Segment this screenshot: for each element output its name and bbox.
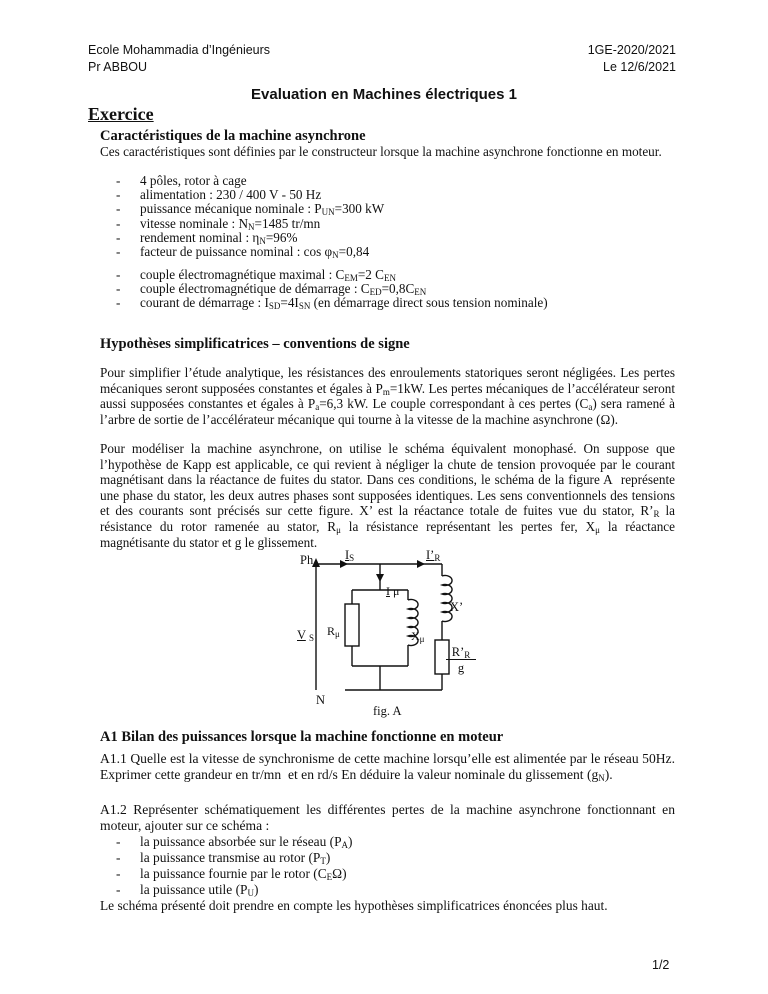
list-item: - vitesse nominale : $N_N=1485$ tr/mn (116, 215, 321, 232)
list-item: - la puissance utile $(P_U)$ (116, 882, 259, 898)
header-left (88, 42, 270, 76)
header-right (588, 42, 676, 76)
a1-heading: A1 Bilan des puissances lorsque la machine fonctionne en moteur (100, 729, 504, 745)
hypotheses-paragraph-2: Pour modéliser la machine asynchrone, on utilise le schéma équivalent monophasé. On suppose que l’hypothèse de Kapp est applicable, ce qui revient à négliger la chute de tension provoquée par le courant magnétisant dans la réactance de fuites du stator. Dans ces conditions, le schéma de la figure A représente une phase du stator, les deux autres phases sont supposées identiques. Les sens conventionnels des tensions et des courants sont précisés sur cette figure. X’ est la réactance totale de fuites vue du stator, $R’_R$ la résistance du rotor ramenée au stator, $R_\mu$ la résistance représentant les pertes fer, $X_\mu$ la réactance magnétisante du stator et g le glissement. (100, 441, 675, 550)
label-vs: V $_S$ (297, 628, 314, 643)
label-xprime: X’ (450, 600, 464, 614)
figure-caption: fig. A (373, 704, 402, 718)
list-item: - la puissance transmise au rotor $(P_T)$ (116, 850, 331, 866)
label-n: N (316, 693, 326, 707)
page-number: 1/2 (652, 958, 670, 972)
list-item: - la puissance fournie par le rotor $(C_E\Omega)$ (116, 866, 347, 882)
list-item: - puissance mécanique nominale : $P_{UN}=300$ kW (116, 201, 385, 218)
label-ph: Ph (300, 553, 314, 567)
hypotheses-paragraph-1: Pour simplifier l’étude analytique, les résistances des enroulements statoriques seront négligées. Les pertes mécaniques seront supposées constantes et égales à $P_m=1kW$. Les pertes mécaniques de l’accélérateur seront aussi supposées constantes et égales à $P_a=6,3$ kW. Le couple correspondant à ces pertes $(C_a)$ sera ramené à l’arbre de sortie de l’accélérateur mécanique qui tourne à la vitesse de la machine asynchrone (Ω). (100, 365, 675, 427)
label-imu: I μ (386, 584, 400, 598)
closing-note: Le schéma présenté doit prendre en compte les hypothèses simplificatrices énoncées plus haut. (100, 898, 608, 913)
school-name: Ecole Mohammadia d’Ingénieurs (88, 43, 271, 57)
question-a1-2: A1.2 Représenter schématiquement les différentes pertes de la machine asynchrone fonctionnant en moteur, ajouter sur ce schéma : (100, 802, 675, 833)
label-ir: $I’_R$ (426, 548, 441, 563)
list-item: - 4 pôles, rotor à cage (116, 173, 247, 188)
list-item: - couple électromagnétique de démarrage : $C_{ED}=0,8C_{EN}$ (116, 281, 427, 298)
question-a1-1: A1.1 Quelle est la vitesse de synchronisme de cette machine lorsqu’elle est alimentée par le réseau 50Hz. Exprimer cette grandeur en tr/mn et en rd/s En déduire la valeur nominale du glissement $(g_N)$. (100, 751, 675, 783)
characteristics-list-2 (116, 268, 548, 311)
exercise-heading: Exercice (88, 104, 154, 124)
characteristics-list (116, 174, 384, 259)
class-year: 1GE-2020/2021 (587, 43, 676, 57)
exam-date: Le 12/6/2021 (603, 60, 676, 74)
characteristics-intro: Ces caractéristiques sont définies par le constructeur lorsque la machine asynchrone fonctionne en moteur. (100, 144, 662, 159)
label-is: $I_S$ (345, 548, 355, 563)
label-rmu: $R_\mu$ (327, 624, 340, 639)
hypotheses-heading: Hypothèses simplificatrices – conventions de signe (100, 336, 410, 352)
list-item: - la puissance absorbée sur le réseau $(P_A)$ (116, 834, 353, 850)
list-item: - rendement nominal : $\eta_N=96\%$ (116, 229, 298, 246)
power-list (116, 834, 353, 898)
list-item: - courant de démarrage : $I_{SD}=4I_{SN}$ (en démarrage direct sous tension nominale) (116, 295, 548, 312)
document-title: Evaluation en Machines électriques 1 (251, 86, 517, 103)
label-xmu: $X_\mu$ (411, 629, 425, 644)
teacher-name: Pr ABBOU (88, 60, 148, 74)
list-item: - couple électromagnétique maximal : $C_{EM}=2$ $C_{EN}$ (116, 267, 396, 283)
characteristics-heading: Caractéristiques de la machine asynchrone (100, 128, 366, 144)
label-rr-fraction: $R’_R$ g (446, 645, 476, 676)
list-item: - facteur de puissance nominal : $\cos \varphi_N=0,84$ (116, 244, 370, 261)
list-item: - alimentation : 230 / 400 V - 50 Hz (116, 187, 322, 203)
